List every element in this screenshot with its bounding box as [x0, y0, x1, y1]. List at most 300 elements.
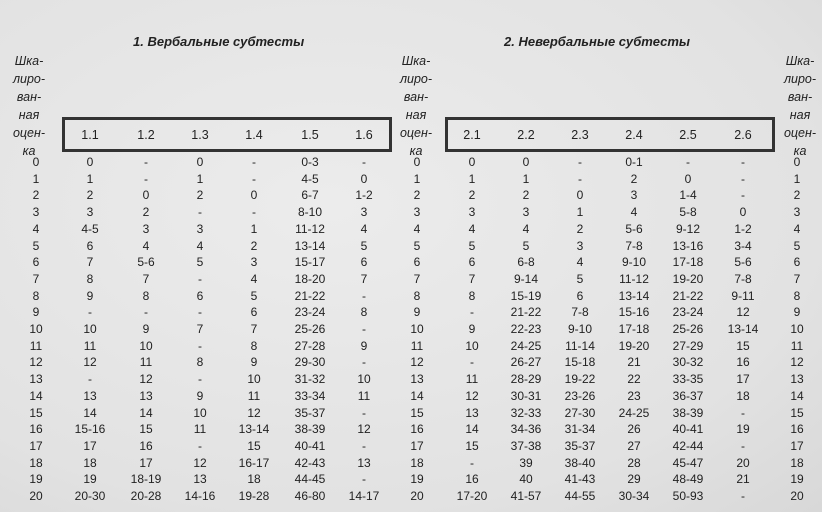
table-cell: 9-10 [567, 322, 593, 336]
table-cell: 16 [29, 422, 43, 437]
table-cell: - [686, 155, 690, 169]
table-cell: 0 [360, 171, 368, 186]
table-cell: - [144, 305, 148, 320]
table-cell: 15 [29, 405, 43, 420]
table-cell: - [252, 205, 256, 220]
table-cell: 26-27 [510, 355, 542, 370]
scale-label-line: ван- [787, 90, 813, 104]
table-cell: 5 [793, 238, 801, 253]
table-cell: 18 [83, 455, 97, 470]
table-cell: 6 [360, 255, 368, 270]
table-cell: 0-3 [301, 155, 319, 169]
table-cell: 9 [468, 322, 476, 336]
table-cell: 21-22 [294, 288, 326, 303]
table-cell: - [470, 305, 474, 320]
scale-label-right [780, 52, 820, 160]
table-cell: 5 [196, 255, 204, 270]
table-cell: 16 [736, 355, 750, 370]
table-cell: 16 [410, 422, 424, 437]
table-cell: 21 [736, 472, 750, 487]
table-cell: 1 [413, 171, 421, 186]
table-cell: 6 [468, 255, 476, 270]
table-cell: 9 [413, 305, 421, 320]
table-cell: 24-25 [510, 338, 542, 353]
table-cell: - [198, 305, 202, 320]
table-cell: 36-37 [672, 388, 704, 403]
table-cell: 12 [139, 372, 153, 387]
table-cell: 15-16 [618, 305, 650, 320]
table-cell: 13 [193, 472, 207, 487]
table-cell: 37-38 [510, 438, 542, 453]
table-cell: 17-20 [456, 489, 488, 503]
table-cell: 11-12 [619, 271, 649, 286]
table-cell: - [741, 489, 745, 503]
scale-label-middle [396, 52, 436, 160]
table-cell: 24-25 [618, 405, 650, 420]
table-cell: 8 [142, 288, 150, 303]
table-cell: 9-14 [513, 271, 539, 286]
table-cell: 15 [139, 422, 153, 437]
scale-label-line: оцен- [399, 126, 433, 140]
table-cell: 17-18 [618, 322, 650, 336]
table-cell: 5-6 [137, 255, 155, 270]
table-cell: 44-55 [564, 489, 596, 503]
table-cell: 0 [468, 155, 476, 169]
table-cell: 15 [247, 438, 261, 453]
table-cell: 5-8 [679, 205, 697, 220]
table-cell: 20 [29, 489, 43, 503]
verbal-title: 1. Вербальные субтесты [133, 34, 305, 49]
table-cell: 15 [465, 438, 479, 453]
table-cell: - [741, 171, 745, 186]
table-cell: 0 [576, 188, 584, 203]
table-cell: 1-2 [734, 221, 752, 236]
table-cell: 20-28 [130, 489, 162, 503]
table-cell: 17 [83, 438, 97, 453]
table-cell: 15-17 [294, 255, 326, 270]
table-cell: 4 [468, 221, 476, 236]
table-cell: 8 [86, 271, 94, 286]
table-cell: 7 [196, 322, 204, 336]
table-cell: 29-30 [294, 355, 326, 370]
table-cell: 13 [29, 372, 43, 387]
table-cell: 5 [250, 288, 258, 303]
table-cell: 23 [627, 388, 641, 403]
table-cell: 14 [29, 388, 43, 403]
table-cell: 19 [790, 472, 804, 487]
table-cell: 3-4 [734, 238, 752, 253]
table-cell: 0 [793, 155, 801, 169]
subtest-header: 2.3 [571, 128, 589, 142]
table-cell: 17 [29, 438, 43, 453]
table-cell: 27 [627, 438, 641, 453]
table-cell: 1 [32, 171, 40, 186]
table-cell: 0 [32, 155, 40, 169]
table-cell: 16 [139, 438, 153, 453]
table-cell: 4 [793, 221, 801, 236]
table-cell: 1 [250, 221, 258, 236]
table-cell: 3 [142, 221, 150, 236]
table-cell: 19 [410, 472, 424, 487]
table-cell: 6 [793, 255, 801, 270]
table-cell: 5 [468, 238, 476, 253]
table-cell: 7 [468, 271, 476, 286]
scale-label-line: Шка- [401, 54, 431, 68]
table-cell: 2 [630, 171, 638, 186]
table-cell: 19-20 [672, 271, 704, 286]
table-cell: 41-43 [564, 472, 596, 487]
table-cell: 21-22 [672, 288, 704, 303]
table-cell: 3 [196, 221, 204, 236]
table-cell: 10 [357, 372, 371, 387]
scale-label-line: ка [793, 144, 807, 158]
table-cell: 10 [83, 322, 97, 336]
table-cell: 8 [413, 288, 421, 303]
table-cell: 30-31 [510, 388, 542, 403]
table-cell: 4 [32, 221, 40, 236]
table-cell: 27-30 [564, 405, 596, 420]
table-cell: 6 [32, 255, 40, 270]
table-cell: 11 [790, 338, 804, 353]
table-cell: 39 [519, 455, 533, 470]
subtest-header: 2.2 [517, 128, 535, 142]
table-cell: 2 [32, 188, 40, 203]
table-cell: 12 [410, 355, 424, 370]
table-cell: 6 [196, 288, 204, 303]
table-cell: 13-14 [727, 322, 759, 336]
table-cell: - [362, 355, 366, 370]
table-cell: 14-16 [184, 489, 216, 503]
table-cell: - [741, 438, 745, 453]
table-cell: - [198, 271, 202, 286]
table-cell: 17-18 [672, 255, 704, 270]
table-cell: 0 [413, 155, 421, 169]
scale-label-line: оцен- [12, 126, 46, 140]
table-cell: 18 [410, 455, 424, 470]
table-cell: 10 [29, 322, 43, 336]
table-cell: 35-37 [564, 438, 596, 453]
subtest-header: 2.1 [463, 128, 481, 142]
table-cell: 22-23 [510, 322, 542, 336]
table-cell: 2 [86, 188, 94, 203]
table-cell: 3 [250, 255, 258, 270]
table-cell: 25-26 [294, 322, 326, 336]
table-cell: - [578, 155, 582, 169]
table-cell: 5 [413, 238, 421, 253]
table-cell: - [144, 171, 148, 186]
table-cell: 19 [83, 472, 97, 487]
table-cell: 9 [196, 388, 204, 403]
table-cell: 33-34 [294, 388, 326, 403]
scale-label-line: ная [405, 108, 427, 122]
table-cell: 15-16 [74, 422, 106, 437]
table-cell: 18 [29, 455, 43, 470]
table-cell: 4-5 [301, 171, 319, 186]
table-cell: 16 [790, 422, 804, 437]
table-cell: - [88, 372, 92, 387]
table-cell: 3 [360, 205, 368, 220]
table-cell: 17 [736, 372, 750, 387]
table-cell: 2 [468, 188, 476, 203]
table-cell: 9 [86, 288, 94, 303]
table-cell: - [362, 405, 366, 420]
scale-label-line: ка [22, 144, 36, 158]
table-cell: 16 [465, 472, 479, 487]
table-cell: 0 [142, 188, 150, 203]
table-cell: 12 [83, 355, 97, 370]
table-cell: 0 [684, 171, 692, 186]
table-cell: 20 [790, 489, 804, 503]
table-cell: 8 [196, 355, 204, 370]
table-cell: 10 [465, 338, 479, 353]
table-cell: 20-30 [74, 489, 106, 503]
table-cell: 9-11 [731, 288, 755, 303]
table-cell: 12 [247, 405, 261, 420]
scale-label-line: Шка- [785, 54, 815, 68]
table-cell: 7 [142, 271, 150, 286]
table-cell: 34-36 [510, 422, 542, 437]
table-cell: 18 [736, 388, 750, 403]
table-cell: 18 [247, 472, 261, 487]
table-cell: 31-32 [294, 372, 326, 387]
table-cell: 38-39 [294, 422, 326, 437]
table-cell: 14 [465, 422, 479, 437]
table-cell: 9 [250, 355, 258, 370]
table-cell: 10 [410, 322, 424, 336]
table-cell: 15 [736, 338, 750, 353]
scale-label-line: ван- [403, 90, 429, 104]
table-cell: 38-40 [564, 455, 596, 470]
scale-label-line: ван- [16, 90, 42, 104]
table-cell: 11 [29, 338, 43, 353]
table-cell: 13 [357, 455, 371, 470]
table-cell: 7-8 [734, 271, 752, 286]
table-cell: 8 [250, 338, 258, 353]
table-cell: 4 [360, 221, 368, 236]
table-cell: 7-8 [571, 305, 589, 320]
scale-label-left [9, 52, 49, 160]
table-cell: - [252, 155, 256, 169]
scale-label-line: лиро- [399, 72, 433, 86]
table-cell: 15-18 [564, 355, 596, 370]
table-cell: 1 [196, 171, 204, 186]
subtest-header: 2.5 [679, 128, 697, 142]
table-cell: 2 [250, 238, 258, 253]
table-cell: 11 [193, 422, 207, 437]
table-cell: - [578, 171, 582, 186]
table-cell: 13 [83, 388, 97, 403]
table-cell: 4-5 [81, 221, 99, 236]
table-cell: 13-16 [672, 238, 704, 253]
table-cell: 9 [32, 305, 40, 320]
table-cell: 19-22 [564, 372, 596, 387]
scale-label-line: Шка- [14, 54, 44, 68]
table-cell: 30-32 [672, 355, 704, 370]
table-cell: - [198, 338, 202, 353]
table-cell: 6 [86, 238, 94, 253]
table-cell: 38-39 [672, 405, 704, 420]
table-cell: 4 [142, 238, 150, 253]
table-cell: 11 [83, 338, 97, 353]
table-cell: 30-34 [618, 489, 650, 503]
table-cell: 3 [793, 205, 801, 220]
table-cell: 21-22 [510, 305, 542, 320]
table-cell: 1 [793, 171, 801, 186]
table-cell: - [88, 305, 92, 320]
subtest-header: 1.2 [137, 128, 155, 142]
table-cell: - [252, 171, 256, 186]
table-cell: 3 [522, 205, 530, 220]
table-cell: - [741, 405, 745, 420]
table-cell: 15 [790, 405, 804, 420]
table-cell: 10 [790, 322, 804, 336]
table-cell: 10 [247, 372, 261, 387]
table-cell: 4 [522, 221, 530, 236]
table-cell: 14 [790, 388, 804, 403]
table-cell: 27-28 [294, 338, 326, 353]
table-cell: 33-35 [672, 372, 704, 387]
table-cell: 14 [139, 405, 153, 420]
table-cell: 2 [522, 188, 530, 203]
table-cell: 1-4 [679, 188, 697, 203]
table-cell: 5 [522, 238, 530, 253]
table-cell: 20 [410, 489, 424, 503]
table-cell: 12 [790, 355, 804, 370]
table-cell: 50-93 [672, 489, 704, 503]
table-cell: 6-8 [517, 255, 535, 270]
table-cell: 7 [413, 271, 421, 286]
table-cell: 12 [465, 388, 479, 403]
table-cell: 16-17 [238, 455, 270, 470]
scale-label-line: оцен- [783, 126, 817, 140]
table-cell: 17 [139, 455, 153, 470]
table-cell: 18-19 [130, 472, 162, 487]
table-cell: 2 [142, 205, 150, 220]
table-cell: 0 [250, 188, 258, 203]
table-cell: - [362, 438, 366, 453]
table-cell: 23-26 [564, 388, 596, 403]
table-cell: 15-19 [510, 288, 542, 303]
table-cell: 5 [360, 238, 368, 253]
table-cell: 42-44 [672, 438, 704, 453]
table-cell: 2 [196, 188, 204, 203]
table-cell: - [470, 455, 474, 470]
table-cell: 13-14 [618, 288, 650, 303]
table-cell: 3 [32, 205, 40, 220]
table-cell: 45-47 [672, 455, 704, 470]
table-cell: 12 [357, 422, 371, 437]
table-cell: 1 [86, 171, 94, 186]
table-cell: 8 [793, 288, 801, 303]
scale-label-line: ная [789, 108, 811, 122]
table-cell: 13 [465, 405, 479, 420]
table-cell: 40-41 [672, 422, 704, 437]
table-cell: 25-26 [672, 322, 704, 336]
table-cell: 13 [139, 388, 153, 403]
table-cell: 14 [410, 388, 424, 403]
table-cell: 14 [83, 405, 97, 420]
table-cell: 11 [247, 388, 261, 403]
table-cell: 13 [790, 372, 804, 387]
table-cell: 7 [360, 271, 368, 286]
table-cell: - [198, 372, 202, 387]
table-cell: 42-43 [294, 455, 326, 470]
table-cell: 9-10 [621, 255, 647, 270]
table-cell: 11-12 [295, 221, 325, 236]
table-cell: 2 [413, 188, 421, 203]
table-cell: 0 [196, 155, 204, 169]
table-cell: 41-57 [510, 489, 542, 503]
table-cell: 20 [736, 455, 750, 470]
table-cell: 35-37 [294, 405, 326, 420]
table-cell: 13-14 [238, 422, 270, 437]
table-cell: 1 [576, 205, 584, 220]
table-cell: 44-45 [294, 472, 326, 487]
table-cell: 9 [360, 338, 368, 353]
table-cell: 11 [465, 372, 479, 387]
table-cell: 12 [29, 355, 43, 370]
table-cell: 6-7 [301, 188, 319, 203]
table-cell: 12 [736, 305, 750, 320]
table-cell: 27-29 [672, 338, 704, 353]
table-cell: 1 [522, 171, 530, 186]
table-cell: 0 [86, 155, 94, 169]
table-cell: 23-24 [294, 305, 326, 320]
table-cell: 28 [627, 455, 641, 470]
table-cell: - [362, 288, 366, 303]
table-cell: 2 [793, 188, 801, 203]
table-cell: 0 [739, 205, 747, 220]
table-cell: 31-34 [564, 422, 596, 437]
table-cell: - [362, 322, 366, 336]
subtest-header: 1.5 [301, 128, 319, 142]
table-cell: 4 [576, 255, 584, 270]
subtest-header: 2.6 [734, 128, 752, 142]
table-cell: 18 [790, 455, 804, 470]
table-cell: 7 [793, 271, 801, 286]
table-cell: 11 [357, 388, 371, 403]
subtest-header: 1.3 [191, 128, 209, 142]
table-cell: - [741, 188, 745, 203]
table-cell: - [144, 155, 148, 169]
table-cell: 9 [793, 305, 801, 320]
table-cell: 40 [519, 472, 533, 487]
table-cell: 19 [29, 472, 43, 487]
table-cell: - [470, 355, 474, 370]
table-cell: 19-20 [618, 338, 650, 353]
table-cell: 2 [576, 221, 584, 236]
table-cell: 5 [32, 238, 40, 253]
table-cell: 1-2 [355, 188, 373, 203]
table-cell: 7-8 [625, 238, 643, 253]
table-cell: 1 [468, 171, 476, 186]
subtest-header: 2.4 [625, 128, 643, 142]
table-cell: 8 [468, 288, 476, 303]
table-cell: - [741, 155, 745, 169]
table-cell: 3 [86, 205, 94, 220]
table-cell: 28-29 [510, 372, 542, 387]
table-cell: 5-6 [625, 221, 643, 236]
table-cell: 13 [410, 372, 424, 387]
table-cell: 3 [468, 205, 476, 220]
table-cell: 22 [627, 372, 641, 387]
table-cell: 4 [630, 205, 638, 220]
table-cell: 26 [627, 422, 641, 437]
table-cell: 10 [193, 405, 207, 420]
table-cell: 9 [142, 322, 150, 336]
table-cell: 8-10 [297, 205, 323, 220]
table-cell: 17 [790, 438, 804, 453]
